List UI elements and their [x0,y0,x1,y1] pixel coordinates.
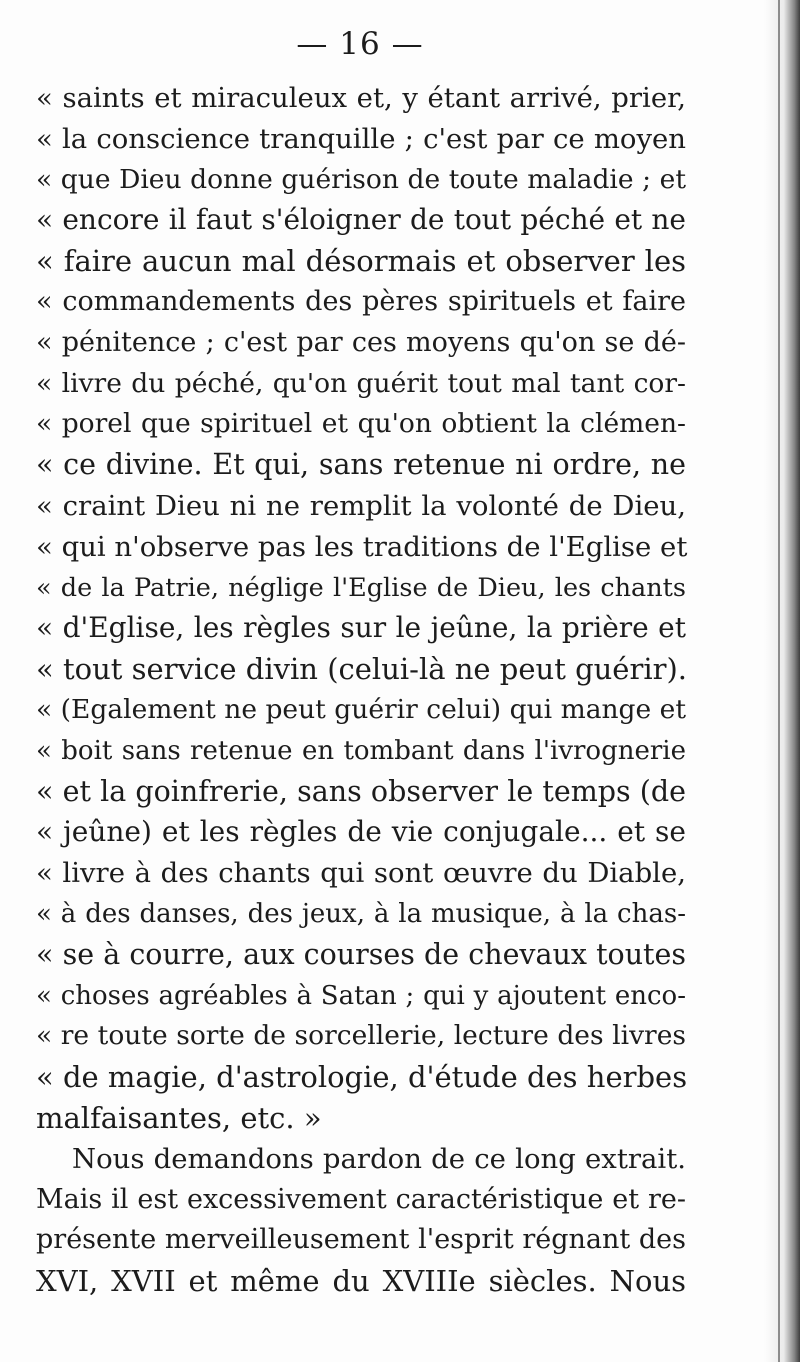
text-line: « et la goinfrerie, sans observer le temps (de [36,774,686,808]
paragraph-first-line: Nous demandons pardon de ce long extrait. [72,1142,686,1175]
page-number: — 16 — [296,26,424,62]
text-line: « saints et miraculeux et, y étant arrivé, prier, [36,82,686,114]
text-line: « jeûne) et les règles de vie conjugale... et se [36,815,686,849]
text-line: Mais il est excessivement caractéristique et re- [36,1183,686,1215]
text-line: « ce divine. Et qui, sans retenue ni ordre, ne [36,448,686,482]
text-line: « encore il faut s'éloigner de tout péché et ne [36,203,686,237]
page-edge-line [778,0,780,1362]
text-line: présente merveilleusement l'esprit régnant des [36,1224,686,1256]
text-line: « (Egalement ne peut guérir celui) qui mange et [36,693,686,725]
text-line: malfaisantes, etc. » [36,1100,322,1135]
text-line: « livre à des chants qui sont œuvre du Diable, [36,857,686,890]
text-line: « tout service divin (celui-là ne peut guérir). [36,652,687,687]
text-line: « pénitence ; c'est par ces moyens qu'on se dé- [36,326,686,358]
text-line: « boit sans retenue en tombant dans l'ivrognerie [36,735,686,766]
text-line: « craint Dieu ni ne remplit la volonté de Dieu, [36,489,686,522]
page-edge-shadow [764,0,800,1362]
text-line: « livre du péché, qu'on guérit tout mal tant cor- [36,367,686,399]
text-line: « à des danses, des jeux, à la musique, à la chas- [36,898,686,929]
text-line: « que Dieu donne guérison de toute maladie ; et [36,163,686,195]
text-line: « se à courre, aux courses de chevaux toutes [36,937,686,971]
text-line: « commandements des pères spirituels et faire [36,285,686,317]
text-line: « la conscience tranquille ; c'est par ce moyen [36,122,686,155]
text-line: « d'Eglise, les règles sur le jeûne, la prière et [36,611,686,645]
body-text [36,78,686,1302]
text-line: « re toute sorte de sorcellerie, lecture des livres [36,1020,686,1052]
text-line: « choses agréables à Satan ; qui y ajoutent enco- [36,980,686,1011]
text-line: XVI, XVII et même du XVIIIe siècles. Nous [36,1264,686,1299]
text-line: « porel que spirituel et qu'on obtient la clémen- [36,408,686,440]
text-line: « de la Patrie, néglige l'Eglise de Dieu, les chants [36,572,686,603]
text-line: « faire aucun mal désormais et observer les [36,244,686,279]
text-line: « de magie, d'astrologie, d'étude des herbes [36,1060,688,1095]
text-line: « qui n'observe pas les traditions de l'Eglise et [36,530,688,563]
